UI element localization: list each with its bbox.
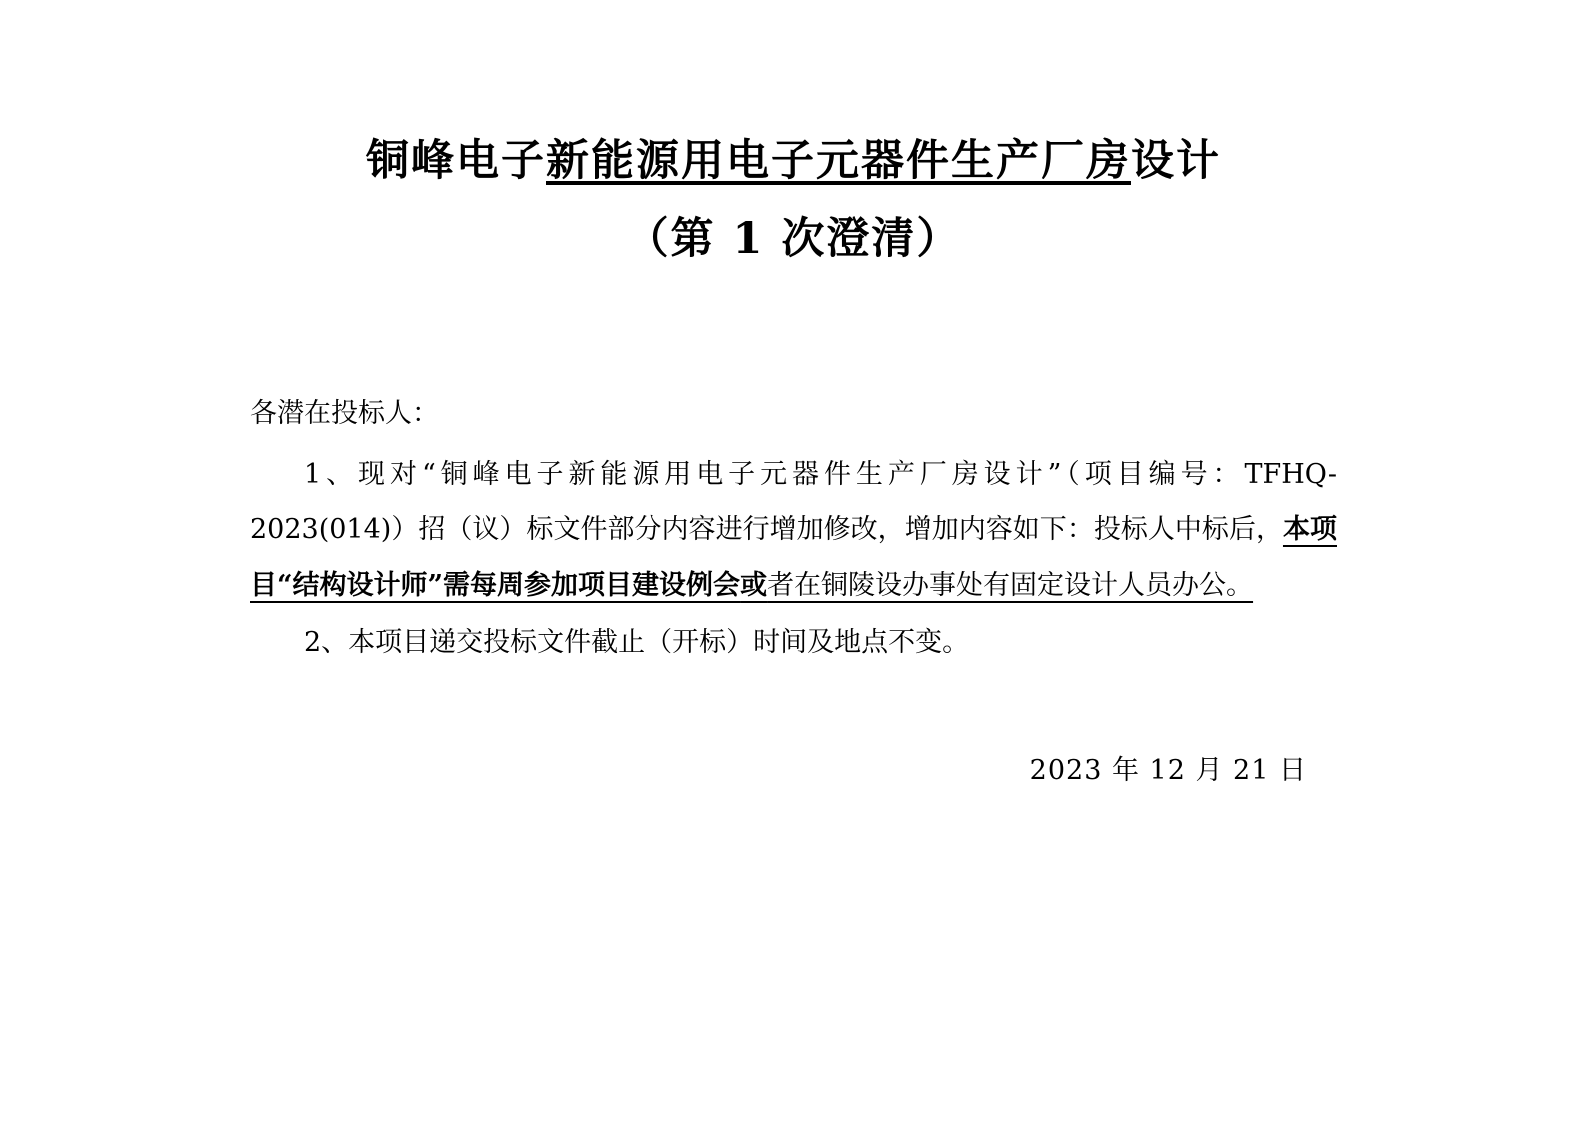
paragraph-1-plain: 1、现对“铜峰电子新能源用电子元器件生产厂房设计”（项目编号：TFHQ-2023(014)）招（议）标文件部分内容进行增加修改，增加内容如下：投标人中标后， bbox=[250, 459, 1337, 546]
paragraph-1-underlined-tail: 者在铜陵设办事处有固定设计人员办公。 bbox=[767, 569, 1254, 601]
page-title bbox=[250, 130, 1337, 192]
document-date: 2023 年 12 月 21 日 bbox=[1029, 755, 1307, 787]
title-underlined-part: 新能源用电子元器件生产厂房 bbox=[546, 136, 1131, 186]
salutation: 各潜在投标人： bbox=[250, 397, 439, 429]
document-title-block bbox=[250, 0, 1337, 271]
document-body bbox=[250, 386, 1337, 671]
paragraph-1-emphasis-1: 本项目“结构设计师”需每周参加项目建设例会 bbox=[250, 514, 1337, 601]
title-prefix: 铜峰电子 bbox=[366, 136, 546, 186]
paragraph-1-emphasis-2: 或 bbox=[740, 569, 768, 601]
paragraph-1 bbox=[250, 447, 1337, 613]
paragraph-2: 2、本项目递交投标文件截止（开标）时间及地点不变。 bbox=[304, 627, 970, 659]
page-subtitle: （第 1 次澄清） bbox=[625, 214, 962, 265]
title-suffix: 设计 bbox=[1131, 136, 1221, 186]
